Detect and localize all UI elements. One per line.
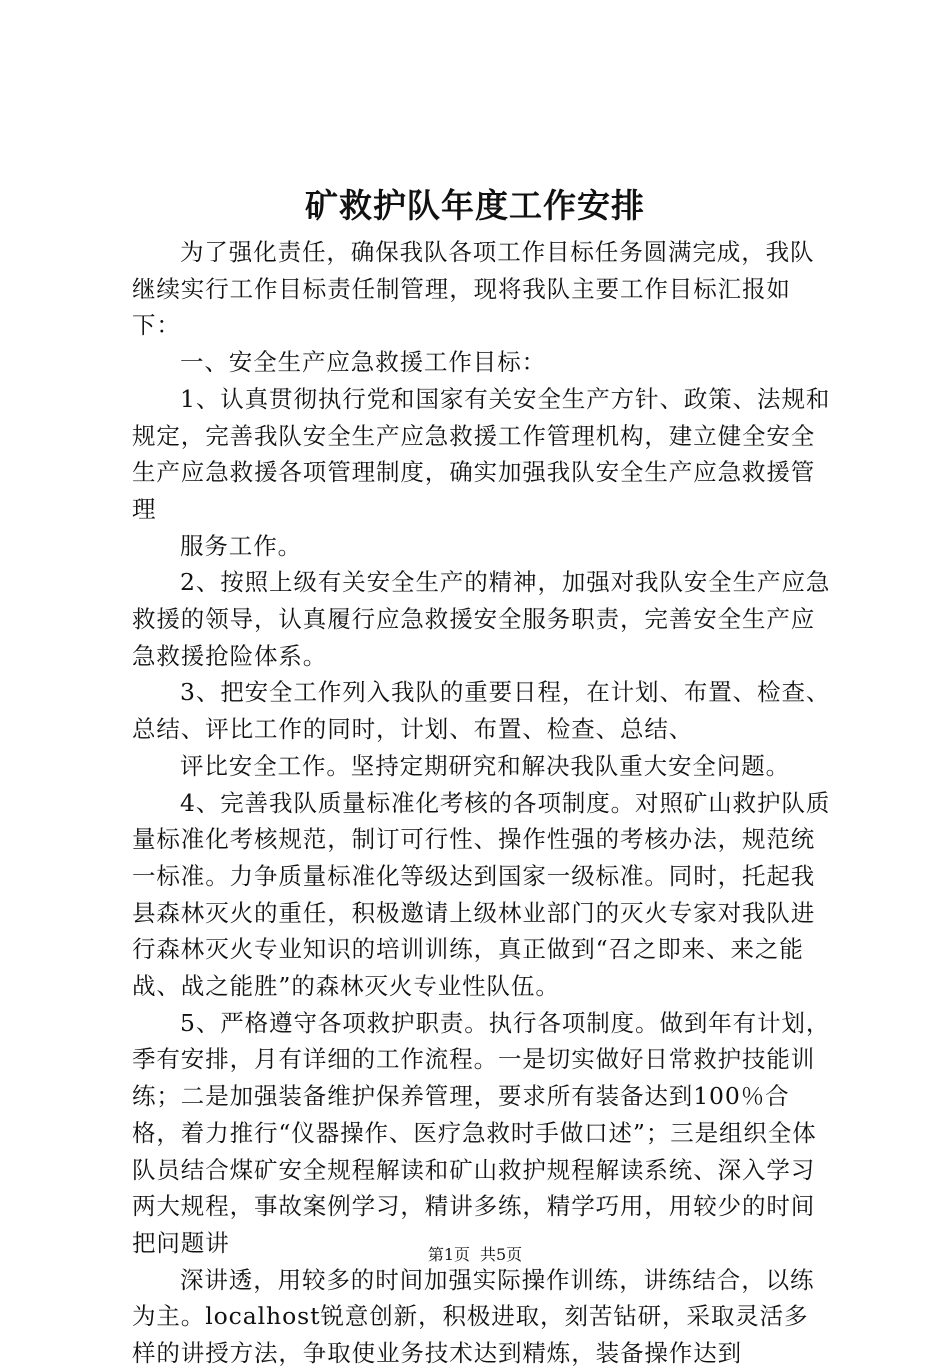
document-title: 矿救护队年度工作安排 [305, 186, 645, 225]
item-2-paragraph: 2、按照上级有关安全生产的精神，加强对我队安全生产应急救援的领导，认真履行应急救援安全服务职责，完善安全生产应急救援抢险体系。 [132, 568, 831, 670]
item-4-paragraph: 4、完善我队质量标准化考核的各项制度。对照矿山救护队质量标准化考核规范，制订可行性、操作性强的考核办法，规范统一标准。力争质量标准化等级达到国家一级标准。同时，托起我县森林灭火的重任，积极邀请上级林业部门的灭火专家对我队进行森林灭火专业知识的培训训练，真正做到“召之即来、来之能战、战之能胜”的森林灭火专业性队伍。 [132, 788, 831, 1001]
page-footer [0, 1244, 950, 1266]
page-total: 共5页 [480, 1245, 523, 1264]
document-body [132, 234, 832, 1372]
intro-paragraph: 为了强化责任，确保我队各项工作目标任务圆满完成，我队继续实行工作目标责任制管理，现将我队主要工作目标汇报如下： [132, 238, 815, 340]
item-5-paragraph: 5、严格遵守各项救护职责。执行各项制度。做到年有计划，季有安排，月有详细的工作流程。一是切实做好日常救护技能训练；二是加强装备维护保养管理，要求所有装备达到100％合格，着力推行“仪器操作、医疗急救时手做口述”；三是组织全体队员结合煤矿安全规程解读和矿山救护规程解读系统、深入学习两大规程，事故案例学习，精讲多练，精学巧用，用较少的时间把问题讲 [132, 1008, 831, 1257]
page-number: 第1页 [427, 1245, 470, 1264]
item-1-paragraph: 1、认真贯彻执行党和国家有关安全生产方针、政策、法规和规定，完善我队安全生产应急救援工作管理机构，建立健全安全生产应急救援各项管理制度，确实加强我队安全生产应急救援管理 [132, 384, 831, 523]
item-3-paragraph: 3、把安全工作列入我队的重要日程，在计划、布置、检查、总结、评比工作的同时，计划、布置、检查、总结、 [132, 678, 831, 744]
item-3-continuation: 评比安全工作。坚持定期研究和解决我队重大安全问题。 [180, 751, 790, 780]
section-heading: 一、安全生产应急救援工作目标： [180, 348, 546, 377]
item-5-continuation: 深讲透，用较多的时间加强实际操作训练，讲练结合，以练为主。localhost锐意创新，积极进取，刻苦钻研，采取灵活多样的讲授方法，争取使业务技术达到精炼，装备操作达到 [132, 1265, 815, 1368]
item-1-continuation: 服务工作。 [180, 531, 302, 560]
